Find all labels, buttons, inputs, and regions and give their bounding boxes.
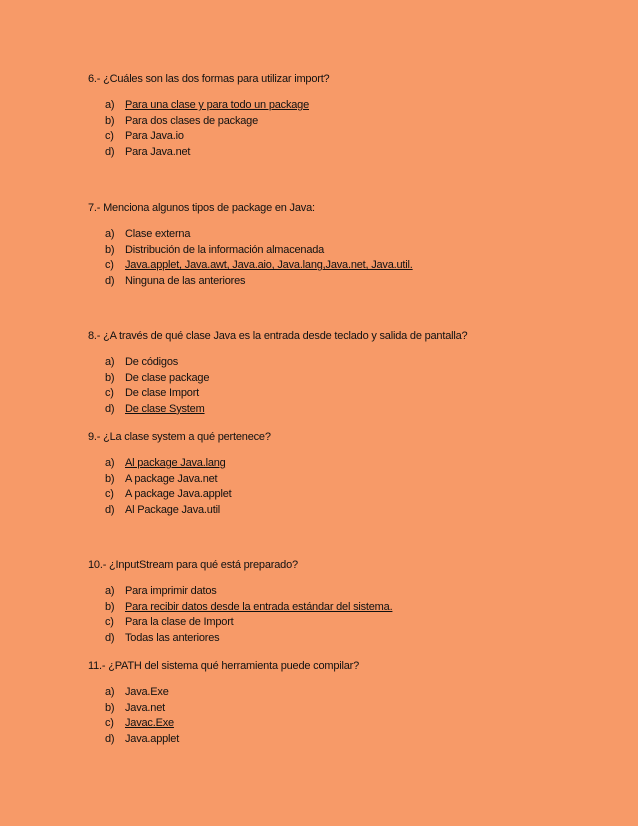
option-10a: a) Para imprimir datos bbox=[105, 585, 217, 597]
option-9a: a) Al package Java.lang bbox=[105, 457, 226, 469]
question-8: 8.- ¿A través de qué clase Java es la entrada desde teclado y salida de pantalla? bbox=[88, 330, 468, 342]
option-6d: d) Para Java.net bbox=[105, 145, 191, 158]
option-6c: c) Para Java.io bbox=[105, 130, 184, 143]
options-6 bbox=[105, 98, 309, 160]
option-9c: c) A package Java.applet bbox=[105, 488, 232, 501]
option-6a: a) Para una clase y para todo un package bbox=[105, 99, 310, 111]
question-9: 9.- ¿La clase system a qué pertenece? bbox=[88, 431, 271, 443]
option-text: Ninguna de las anteriores bbox=[125, 274, 246, 287]
option-text: Todas las anteriores bbox=[125, 631, 220, 644]
options-7 bbox=[105, 227, 413, 289]
question-11: 11.- ¿PATH del sistema qué herramienta puede compilar? bbox=[88, 660, 360, 672]
options-9 bbox=[105, 456, 232, 518]
option-8c: c) De clase Import bbox=[105, 387, 200, 400]
option-text: Clase externa bbox=[125, 228, 191, 240]
option-11a: a) Java.Exe bbox=[105, 686, 169, 698]
option-7c: c) Java.applet, Java.awt, Java.aio, Java.lang,Java.net, Java.util. bbox=[105, 259, 413, 272]
option-text: Para Java.net bbox=[125, 145, 191, 158]
option-text: De clase System bbox=[125, 402, 205, 415]
option-text: De clase Import bbox=[125, 387, 200, 400]
option-text: Para imprimir datos bbox=[125, 585, 217, 597]
option-text: Java.Exe bbox=[125, 686, 169, 698]
option-11b: b) Java.net bbox=[105, 701, 165, 714]
option-11d: d) Java.applet bbox=[105, 732, 180, 745]
option-text: A package Java.applet bbox=[125, 488, 232, 501]
option-9d: d) Al Package Java.util bbox=[105, 503, 221, 516]
option-text: Para recibir datos desde la entrada estándar del sistema. bbox=[125, 600, 393, 613]
option-text: Para Java.io bbox=[125, 130, 184, 143]
option-9b: b) A package Java.net bbox=[105, 472, 218, 485]
option-text: De códigos bbox=[125, 356, 179, 368]
option-text: Al Package Java.util bbox=[125, 503, 221, 516]
option-text: Para la clase de Import bbox=[125, 616, 234, 629]
question-7: 7.- Menciona algunos tipos de package en Java: bbox=[88, 202, 315, 214]
option-text: Javac.Exe bbox=[125, 717, 174, 730]
option-text: Java.applet bbox=[125, 732, 180, 745]
options-11 bbox=[105, 685, 179, 747]
option-text: Al package Java.lang bbox=[125, 457, 226, 469]
option-11c: c) Javac.Exe bbox=[105, 717, 174, 730]
option-8b: b) De clase package bbox=[105, 371, 210, 384]
option-6b: b) Para dos clases de package bbox=[105, 114, 258, 127]
option-10d: d) Todas las anteriores bbox=[105, 631, 220, 644]
question-6: 6.- ¿Cuáles son las dos formas para utilizar import? bbox=[88, 73, 330, 85]
option-text: Java.net bbox=[125, 701, 165, 714]
option-text: Para dos clases de package bbox=[125, 114, 258, 127]
option-7a: a) Clase externa bbox=[105, 228, 191, 240]
option-7b: b) Distribución de la información almacenada bbox=[105, 243, 325, 256]
option-8d: d) De clase System bbox=[105, 402, 205, 415]
option-text: A package Java.net bbox=[125, 472, 218, 485]
option-7d: d) Ninguna de las anteriores bbox=[105, 274, 246, 287]
options-8 bbox=[105, 355, 209, 417]
option-text: Para una clase y para todo un package bbox=[125, 99, 310, 111]
option-text: De clase package bbox=[125, 371, 210, 384]
options-10 bbox=[105, 584, 392, 646]
option-10b: b) Para recibir datos desde la entrada estándar del sistema. bbox=[105, 600, 393, 613]
option-text: Java.applet, Java.awt, Java.aio, Java.lang,Java.net, Java.util. bbox=[125, 259, 413, 272]
option-text: Distribución de la información almacenada bbox=[125, 243, 325, 256]
question-10: 10.- ¿InputStream para qué está preparado? bbox=[88, 559, 298, 571]
option-8a: a) De códigos bbox=[105, 356, 179, 368]
option-10c: c) Para la clase de Import bbox=[105, 616, 234, 629]
